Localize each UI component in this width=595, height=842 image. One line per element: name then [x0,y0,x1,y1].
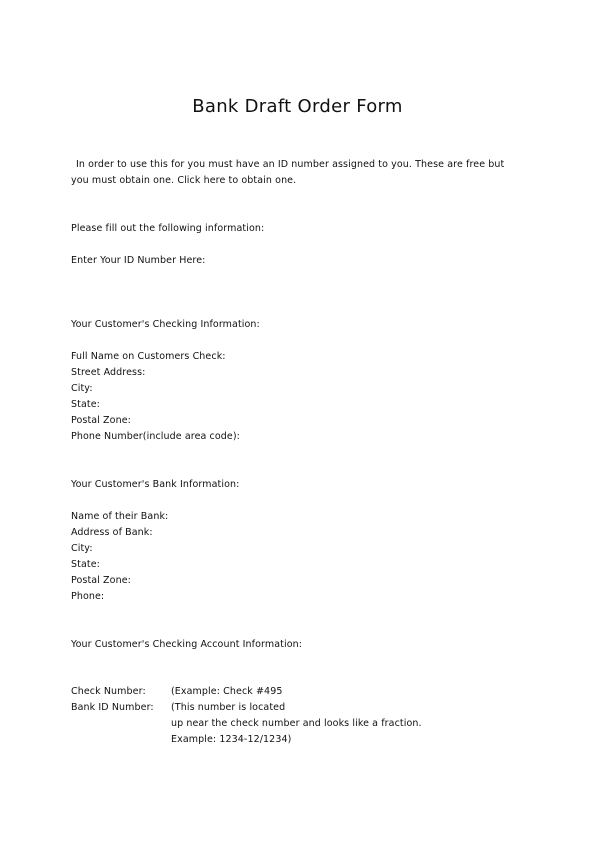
bank-field-state: State: [71,559,100,570]
bank-info-heading: Your Customer's Bank Information: [71,479,240,490]
id-number-label: Enter Your ID Number Here: [71,255,206,266]
bank-field-city: City: [71,543,93,554]
check-number-example: (Example: Check #495 [171,686,283,697]
intro-text-after: to obtain one. [225,175,297,186]
checking-field-street-address: Street Address: [71,367,146,378]
bank-field-name: Name of their Bank: [71,511,169,522]
intro-text-before: In order to use this for you must have an ID number assigned to you. These are free but you must obtain one. Click [71,159,505,186]
bank-id-note-line-1: (This number is located [171,702,286,713]
checking-field-full-name: Full Name on Customers Check: [71,351,226,362]
check-number-label: Check Number: [71,686,146,697]
bank-id-note-line-2: up near the check number and looks like a fraction. [171,718,422,729]
checking-field-phone-number: Phone Number(include area code): [71,431,240,442]
document-title: Bank Draft Order Form [192,96,403,117]
fill-out-prompt: Please fill out the following information: [71,223,265,234]
obtain-id-link[interactable]: here [203,175,226,186]
account-info-heading: Your Customer's Checking Account Information: [71,639,303,650]
bank-id-note-line-3: Example: 1234-12/1234) [171,734,292,745]
intro-paragraph [71,157,521,189]
checking-field-state: State: [71,399,100,410]
bank-id-number-label: Bank ID Number: [71,702,154,713]
bank-field-address: Address of Bank: [71,527,153,538]
checking-field-city: City: [71,383,93,394]
bank-field-postal-zone: Postal Zone: [71,575,131,586]
bank-field-phone: Phone: [71,591,105,602]
checking-info-heading: Your Customer's Checking Information: [71,319,260,330]
checking-field-postal-zone: Postal Zone: [71,415,131,426]
